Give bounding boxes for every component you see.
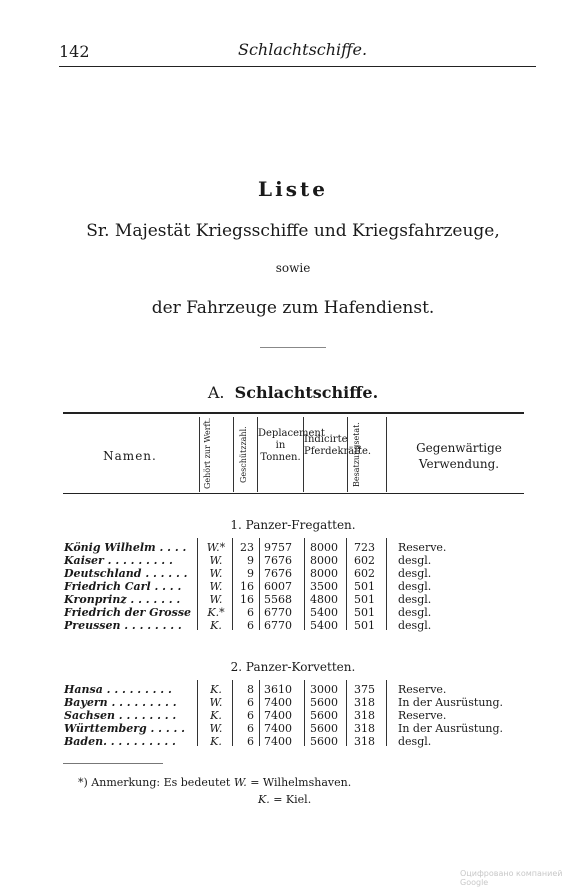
horsepower-cell: 3500 bbox=[310, 580, 338, 593]
displacement-cell: 7400 bbox=[264, 696, 292, 709]
crew-size-cell: 501 bbox=[354, 580, 375, 593]
table-row bbox=[0, 541, 586, 554]
table-row bbox=[0, 619, 586, 632]
crew-size-cell: 602 bbox=[354, 554, 375, 567]
ship-name-cell: Kronprinz . . . . . . . bbox=[64, 593, 181, 606]
gun-count-cell: 16 bbox=[240, 593, 254, 606]
shipyard-cell: W. bbox=[209, 580, 223, 593]
ship-name-cell: Sachsen . . . . . . . . bbox=[64, 709, 177, 722]
current-use-cell: desgl. bbox=[398, 619, 432, 632]
col-divider bbox=[386, 538, 387, 630]
footnote-line-1 bbox=[78, 776, 351, 789]
table-row bbox=[0, 709, 586, 722]
displacement-cell: 7676 bbox=[264, 567, 292, 580]
subtitle-connector: sowie bbox=[275, 261, 311, 275]
displacement-cell: 6007 bbox=[264, 580, 292, 593]
gun-count-cell: 6 bbox=[247, 722, 254, 735]
current-use-cell: In der Ausrüstung. bbox=[398, 696, 504, 709]
title-divider bbox=[260, 347, 326, 348]
shipyard-cell: W. bbox=[209, 696, 223, 709]
col-header-horsepower: Indicirte Pferdekräfte. bbox=[304, 434, 372, 457]
col-header-namen: Namen. bbox=[103, 449, 157, 463]
gun-count-cell: 9 bbox=[247, 554, 254, 567]
col-divider bbox=[304, 680, 305, 746]
col-header-guns: Geschützzahl. bbox=[239, 426, 248, 484]
page-number: 142 bbox=[59, 42, 90, 61]
shipyard-cell: W. bbox=[209, 722, 223, 735]
header-col-divider bbox=[199, 417, 200, 492]
current-use-cell: Reserve. bbox=[398, 709, 447, 722]
current-use-cell: desgl. bbox=[398, 735, 432, 748]
col-divider bbox=[232, 538, 233, 630]
displacement-cell: 6770 bbox=[264, 606, 292, 619]
table-row bbox=[0, 735, 586, 748]
ship-name-cell: Friedrich Carl . . . . bbox=[64, 580, 182, 593]
col-divider bbox=[197, 538, 198, 630]
horsepower-cell: 8000 bbox=[310, 554, 338, 567]
subtitle-warships: Sr. Majestät Kriegsschiffe und Kriegsfahrzeuge, bbox=[86, 221, 500, 241]
crew-size-cell: 318 bbox=[354, 735, 375, 748]
footnote-prefix: *) Anmerkung: Es bedeutet bbox=[78, 776, 231, 789]
col-header-displacement: Deplacement in Tonnen. bbox=[258, 428, 325, 463]
current-use-cell: desgl. bbox=[398, 554, 432, 567]
displacement-cell: 6770 bbox=[264, 619, 292, 632]
header-rule bbox=[59, 66, 536, 67]
footnote-value-w: = Wilhelmshaven. bbox=[250, 776, 352, 789]
gun-count-cell: 9 bbox=[247, 567, 254, 580]
crew-size-cell: 501 bbox=[354, 593, 375, 606]
displacement-cell: 7400 bbox=[264, 735, 292, 748]
shipyard-cell: W.* bbox=[206, 541, 226, 554]
horsepower-cell: 5400 bbox=[310, 619, 338, 632]
footnote-abbr-k: K. bbox=[258, 793, 270, 806]
shipyard-cell: K. bbox=[210, 709, 222, 722]
col-divider bbox=[346, 680, 347, 746]
current-use-cell: desgl. bbox=[398, 593, 432, 606]
displacement-cell: 3610 bbox=[264, 683, 292, 696]
table-row bbox=[0, 606, 586, 619]
footnote-abbr-w: W. bbox=[233, 776, 247, 789]
col-divider bbox=[304, 538, 305, 630]
ship-name-cell: Preussen . . . . . . . . bbox=[64, 619, 182, 632]
current-use-cell: Reserve. bbox=[398, 541, 447, 554]
table-row bbox=[0, 580, 586, 593]
displacement-cell: 7400 bbox=[264, 709, 292, 722]
gun-count-cell: 8 bbox=[247, 683, 254, 696]
footnote-value-k: = Kiel. bbox=[273, 793, 312, 806]
table-row bbox=[0, 567, 586, 580]
ship-name-cell: Württemberg . . . . . bbox=[64, 722, 185, 735]
table-row bbox=[0, 554, 586, 567]
table-row bbox=[0, 722, 586, 735]
table-header-rule bbox=[63, 493, 524, 494]
digitization-watermark: Оцифровано компанией Google bbox=[460, 869, 563, 887]
col-header-werft: Gehört zur Werft. bbox=[203, 417, 212, 489]
gun-count-cell: 16 bbox=[240, 580, 254, 593]
crew-size-cell: 318 bbox=[354, 722, 375, 735]
col-header-use: Gegenwärtige Verwendung. bbox=[416, 441, 502, 471]
table-row bbox=[0, 593, 586, 606]
shipyard-cell: W. bbox=[209, 554, 223, 567]
col-divider bbox=[232, 680, 233, 746]
horsepower-cell: 5600 bbox=[310, 735, 338, 748]
document-title: Liste bbox=[258, 177, 328, 201]
header-col-divider bbox=[386, 417, 387, 492]
col-divider bbox=[259, 538, 260, 630]
col-header-crew: Besatzungsetat. bbox=[352, 422, 361, 488]
ship-name-cell: König Wilhelm . . . . bbox=[64, 541, 187, 554]
crew-size-cell: 501 bbox=[354, 619, 375, 632]
shipyard-cell: K. bbox=[210, 735, 222, 748]
section-name: Schlachtschiffe. bbox=[234, 383, 379, 402]
crew-size-cell: 723 bbox=[354, 541, 375, 554]
horsepower-cell: 8000 bbox=[310, 541, 338, 554]
gun-count-cell: 6 bbox=[247, 606, 254, 619]
subtitle-harbour-vessels: der Fahrzeuge zum Hafendienst. bbox=[151, 298, 435, 318]
group-heading-frigates: 1. Panzer-Fregatten. bbox=[230, 518, 356, 532]
ship-name-cell: Bayern . . . . . . . . . bbox=[64, 696, 177, 709]
ship-name-cell: Kaiser . . . . . . . . . bbox=[64, 554, 173, 567]
gun-count-cell: 6 bbox=[247, 619, 254, 632]
gun-count-cell: 6 bbox=[247, 696, 254, 709]
displacement-cell: 7400 bbox=[264, 722, 292, 735]
section-letter: A. bbox=[207, 383, 225, 402]
current-use-cell: desgl. bbox=[398, 606, 432, 619]
table-top-rule bbox=[63, 412, 524, 414]
ship-name-cell: Friedrich der Grosse bbox=[64, 606, 192, 619]
crew-size-cell: 501 bbox=[354, 606, 375, 619]
section-heading bbox=[0, 383, 586, 402]
ship-name-cell: Hansa . . . . . . . . . bbox=[64, 683, 172, 696]
shipyard-cell: W. bbox=[209, 593, 223, 606]
displacement-cell: 9757 bbox=[264, 541, 292, 554]
horsepower-cell: 5600 bbox=[310, 722, 338, 735]
displacement-cell: 5568 bbox=[264, 593, 292, 606]
col-divider bbox=[386, 680, 387, 746]
gun-count-cell: 6 bbox=[247, 709, 254, 722]
horsepower-cell: 3000 bbox=[310, 683, 338, 696]
running-head: Schlachtschiffe. bbox=[238, 40, 368, 59]
col-divider bbox=[346, 538, 347, 630]
horsepower-cell: 5600 bbox=[310, 696, 338, 709]
ship-name-cell: Deutschland . . . . . . bbox=[64, 567, 188, 580]
table-row bbox=[0, 696, 586, 709]
ship-name-cell: Baden. . . . . . . . . . bbox=[64, 735, 176, 748]
crew-size-cell: 602 bbox=[354, 567, 375, 580]
horsepower-cell: 5600 bbox=[310, 709, 338, 722]
group-heading-corvettes: 2. Panzer-Korvetten. bbox=[230, 660, 356, 674]
crew-size-cell: 375 bbox=[354, 683, 375, 696]
footnote-rule bbox=[63, 763, 163, 764]
current-use-cell: Reserve. bbox=[398, 683, 447, 696]
current-use-cell: desgl. bbox=[398, 567, 432, 580]
crew-size-cell: 318 bbox=[354, 696, 375, 709]
current-use-cell: In der Ausrüstung. bbox=[398, 722, 504, 735]
horsepower-cell: 4800 bbox=[310, 593, 338, 606]
gun-count-cell: 23 bbox=[240, 541, 254, 554]
gun-count-cell: 6 bbox=[247, 735, 254, 748]
crew-size-cell: 318 bbox=[354, 709, 375, 722]
shipyard-cell: K. bbox=[210, 619, 222, 632]
displacement-cell: 7676 bbox=[264, 554, 292, 567]
horsepower-cell: 8000 bbox=[310, 567, 338, 580]
current-use-cell: desgl. bbox=[398, 580, 432, 593]
horsepower-cell: 5400 bbox=[310, 606, 338, 619]
shipyard-cell: K. bbox=[210, 683, 222, 696]
table-row bbox=[0, 683, 586, 696]
footnote-line-2 bbox=[258, 793, 311, 806]
shipyard-cell: K.* bbox=[207, 606, 225, 619]
header-col-divider bbox=[233, 417, 234, 492]
col-divider bbox=[197, 680, 198, 746]
col-divider bbox=[259, 680, 260, 746]
shipyard-cell: W. bbox=[209, 567, 223, 580]
